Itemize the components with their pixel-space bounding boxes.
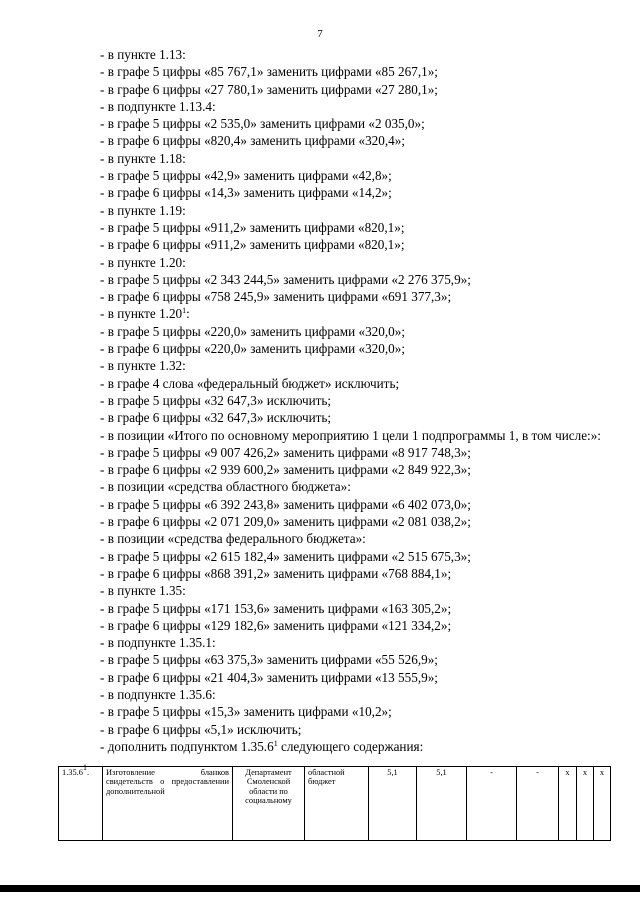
cell-number: 1.35.6$^1$. bbox=[59, 767, 103, 841]
amendment-line: - в графе 6 цифры «911,2» заменить цифрами «820,1»; bbox=[100, 237, 405, 253]
amendment-line: - в графе 5 цифры «2 343 244,5» заменить цифрами «2 276 375,9»; bbox=[100, 271, 471, 287]
amendment-line: - в графе 6 цифры «820,4» заменить цифрами «320,4»; bbox=[100, 133, 405, 149]
amendment-line: - в графе 6 цифры «14,3» заменить цифрами «14,2»; bbox=[100, 185, 392, 201]
amendment-line: - в графе 6 цифры «27 780,1» заменить цифрами «27 280,1»; bbox=[100, 81, 438, 97]
page-number: 7 bbox=[317, 28, 323, 40]
amendment-line: - в графе 5 цифры «220,0» заменить цифрами «320,0»; bbox=[100, 323, 405, 339]
amendment-line: - в пункте 1.32: bbox=[100, 358, 186, 374]
amendment-line: - в подпункте 1.13.4: bbox=[100, 98, 216, 114]
cell-executor: Департамент Смоленской области по социальному bbox=[233, 767, 305, 841]
scan-bottom-border bbox=[0, 885, 640, 892]
cell-col6: 5,1 bbox=[417, 767, 467, 841]
amendment-line: - в графе 5 цифры «15,3» заменить цифрами «10,2»; bbox=[100, 704, 392, 720]
amendment-list-1 bbox=[58, 46, 618, 427]
amendment-line: - в графе 4 слова «федеральный бюджет» исключить; bbox=[100, 375, 400, 391]
document-body bbox=[58, 46, 618, 755]
cell-col7: - bbox=[467, 767, 517, 841]
cell-col11: x bbox=[594, 767, 611, 841]
amendment-line: - в графе 5 цифры «911,2» заменить цифрами «820,1»; bbox=[100, 219, 405, 235]
amendment-line: - в пункте 1.18: bbox=[100, 150, 186, 166]
amendment-line: - в пункте 1.20: bbox=[100, 254, 186, 270]
amendment-line: - в графе 5 цифры «85 767,1» заменить цифрами «85 267,1»; bbox=[100, 64, 438, 80]
cell-col10: x bbox=[577, 767, 594, 841]
amendment-line: - в графе 5 цифры «171 153,6» заменить цифрами «163 305,2»; bbox=[100, 600, 452, 616]
amendment-line: - в графе 5 цифры «6 392 243,8» заменить цифрами «6 402 073,0»; bbox=[100, 496, 471, 512]
cell-name: Изготовление бланков свидетельств о предоставлении дополнительной bbox=[103, 767, 233, 841]
cell-col8: - bbox=[517, 767, 559, 841]
amendment-line: - в графе 5 цифры «32 647,3» исключить; bbox=[100, 392, 332, 408]
cell-col9: x bbox=[559, 767, 577, 841]
amendment-line: - в пункте 1.35: bbox=[100, 583, 186, 599]
amendment-line: - в графе 6 цифры «220,0» заменить цифрами «320,0»; bbox=[100, 341, 405, 357]
amendment-line: - в пункте 1.19: bbox=[100, 202, 186, 218]
table-row bbox=[59, 767, 611, 841]
amendment-line: - в графе 6 цифры «868 391,2» заменить цифрами «768 884,1»; bbox=[100, 565, 452, 581]
amendment-line: - в графе 6 цифры «129 182,6» заменить цифрами «121 334,2»; bbox=[100, 617, 452, 633]
amendment-line: - в графе 6 цифры «5,1» исключить; bbox=[100, 721, 302, 737]
amendment-line: - в пункте 1.20$^1$: bbox=[100, 306, 190, 322]
amendment-table bbox=[58, 763, 611, 841]
amendment-line: - в подпункте 1.35.1: bbox=[100, 635, 216, 651]
cell-source: областной бюджет bbox=[305, 767, 369, 841]
amendment-line: - в позиции «средства федерального бюджета»: bbox=[100, 531, 366, 547]
amendment-line: - дополнить подпунктом 1.35.6$^1$ следующего содержания: bbox=[100, 738, 424, 754]
amendment-line: - в графе 6 цифры «758 245,9» заменить цифрами «691 377,3»; bbox=[100, 289, 452, 305]
amendment-line: - в графе 6 цифры «21 404,3» заменить цифрами «13 555,9»; bbox=[100, 669, 438, 685]
amendment-line: - в графе 5 цифры «2 535,0» заменить цифрами «2 035,0»; bbox=[100, 116, 425, 132]
cell-col5: 5,1 bbox=[369, 767, 417, 841]
amendment-line: - в графе 6 цифры «2 071 209,0» заменить цифрами «2 081 038,2»; bbox=[100, 514, 471, 530]
total-position-paragraph: - в позиции «Итого по основному мероприятию 1 цели 1 подпрограммы 1, в том числе:»: bbox=[100, 427, 601, 443]
amendment-line: - в пункте 1.13: bbox=[100, 47, 186, 62]
amendment-line: - в позиции «средства областного бюджета»: bbox=[100, 479, 351, 495]
amendment-line: - в подпункте 1.35.6: bbox=[100, 686, 216, 702]
amendment-line: - в графе 6 цифры «32 647,3» исключить; bbox=[100, 410, 332, 426]
amendment-line: - в графе 5 цифры «9 007 426,2» заменить цифрами «8 917 748,3»; bbox=[100, 444, 471, 460]
amendment-line: - в графе 5 цифры «2 615 182,4» заменить цифрами «2 515 675,3»; bbox=[100, 548, 471, 564]
amendment-line: - в графе 5 цифры «42,9» заменить цифрами «42,8»; bbox=[100, 168, 392, 184]
amendment-line: - в графе 5 цифры «63 375,3» заменить цифрами «55 526,9»; bbox=[100, 652, 438, 668]
amendment-list-2 bbox=[58, 444, 618, 755]
amendment-line: - в графе 6 цифры «2 939 600,2» заменить цифрами «2 849 922,3»; bbox=[100, 462, 471, 478]
